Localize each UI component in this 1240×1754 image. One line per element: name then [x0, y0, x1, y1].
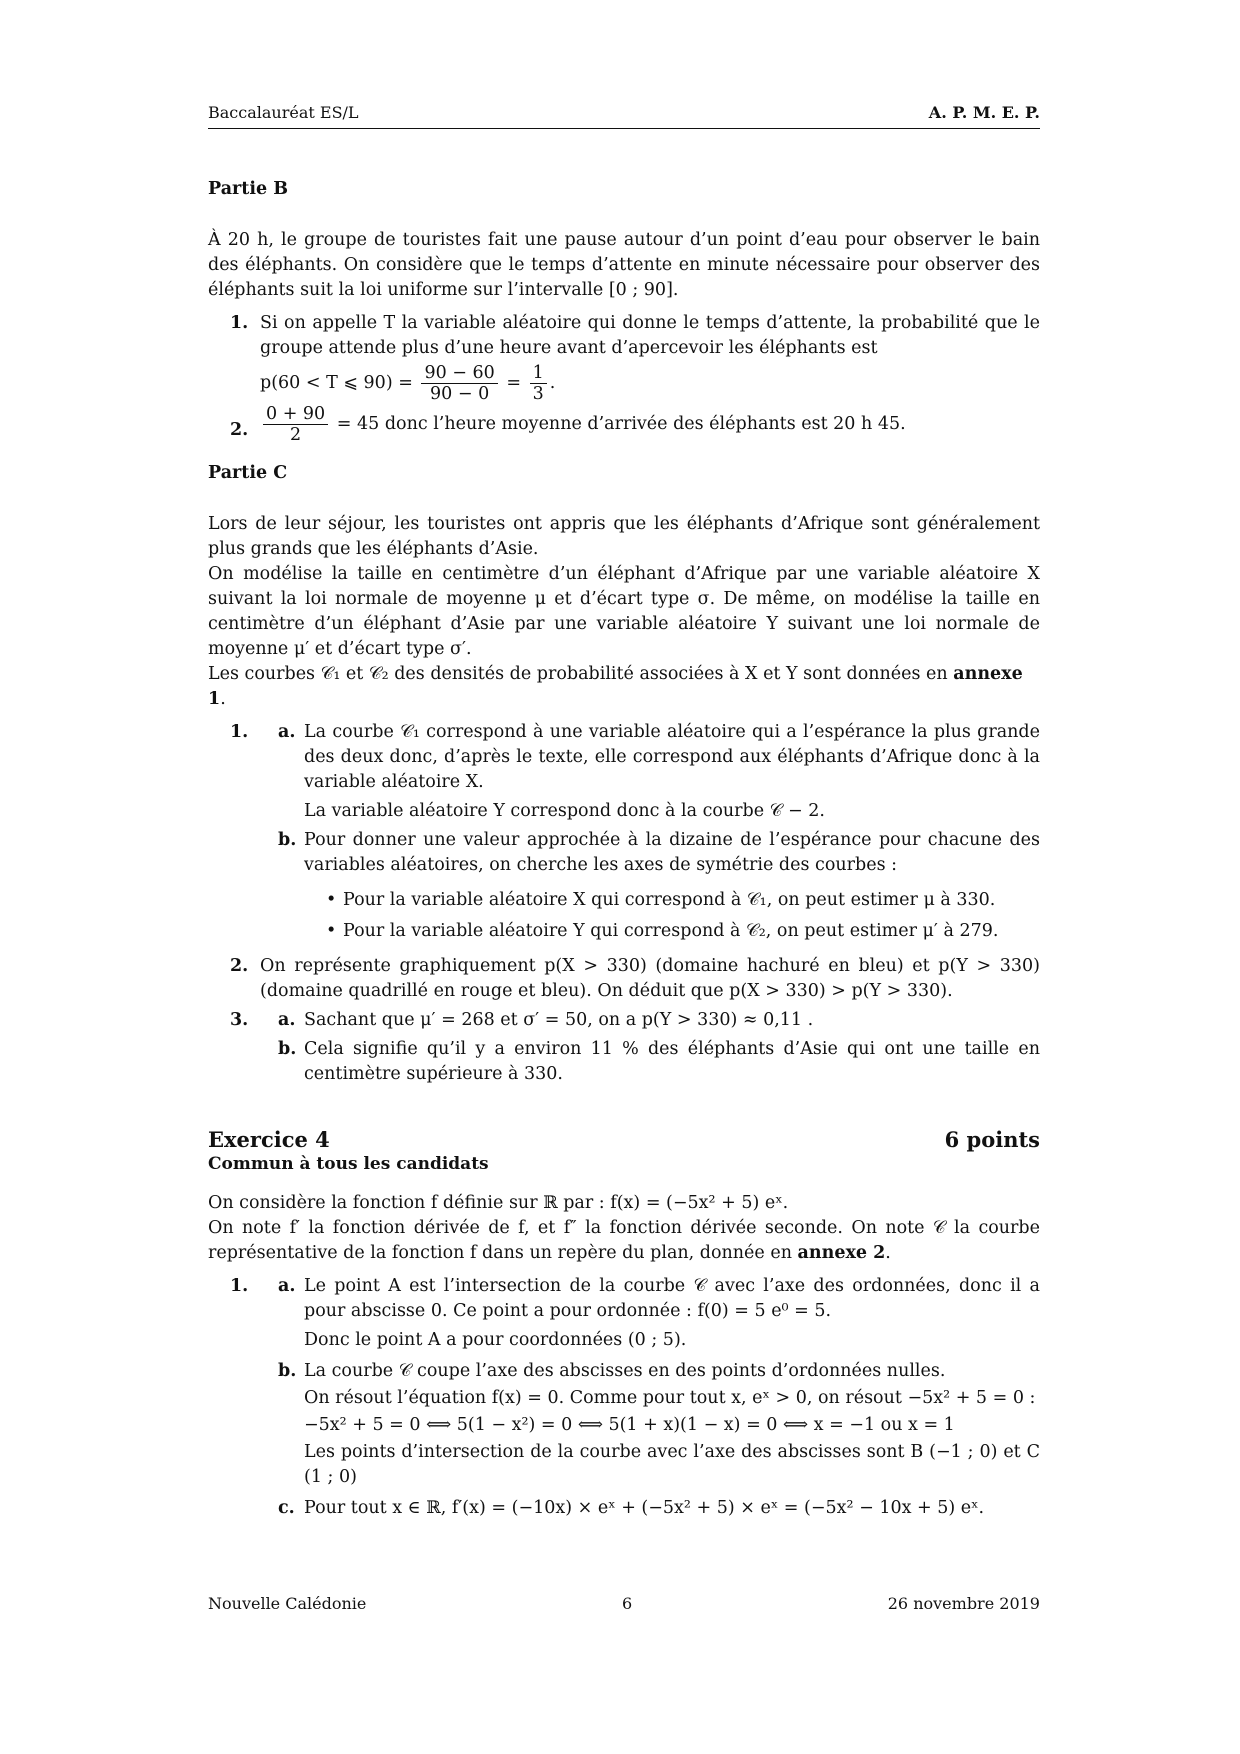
partB-q1-formula: [260, 363, 1040, 404]
ex4-p2-c: .: [885, 1243, 891, 1263]
partC-p3: [208, 662, 1040, 712]
exercise-subtitle: Commun à tous les candidats: [208, 1154, 489, 1174]
fraction-numerator: 90 − 60: [421, 363, 497, 384]
fraction: [530, 363, 547, 404]
partC-q3a-letter: a.: [278, 1010, 296, 1030]
ex4-q1a: [208, 1274, 1040, 1353]
equals-sign: =: [506, 373, 522, 393]
exercise-title: Exercice 4: [208, 1127, 330, 1152]
partC-q2: [208, 954, 1040, 1004]
ex4-q1a-text: Le point A est l’intersection de la courbe 𝒞 avec l’axe des ordonnées, donc il a pour abscisse 0. Ce point a pour ordonnée : f(0) = 5 e⁰ = 5.: [304, 1276, 1040, 1321]
footer-left: Nouvelle Calédonie: [208, 1594, 367, 1613]
partB-q2: [208, 404, 1040, 445]
ex4-q1-num: 1.: [230, 1276, 249, 1296]
ex4-q1b-line1: La courbe 𝒞 coupe l’axe des abscisses en des points d’ordonnées nulles.: [304, 1361, 946, 1381]
annexe-ref: annexe 2: [797, 1243, 886, 1263]
ex4-p2-a: On note f′ la fonction dérivée de f, et f″ la fonction dérivée seconde. On note 𝒞 la courbe représentative de la fonction f dans un repère du plan, donnée en: [208, 1218, 1040, 1263]
partC-q1b: [208, 828, 1040, 878]
partB-intro: À 20 h, le groupe de touristes fait une pause autour d’un point d’eau pour observer le bain des éléphants. On considère que le temps d’attente en minute nécessaire pour observer des éléphants suit la loi uniforme sur l’intervalle [0 ; 90].: [208, 230, 1040, 300]
partB-q2-text: [260, 404, 1040, 445]
header-right: A. P. M. E. P.: [928, 103, 1040, 122]
partC-title: Partie C: [208, 463, 288, 483]
partC-q3a-text: Sachant que μ′ = 268 et σ′ = 50, on a p(Y > 330) ≈ 0,11 .: [304, 1010, 814, 1030]
header-left: Baccalauréat ES/L: [208, 103, 359, 122]
partC-q2-text: On représente graphiquement p(X > 330) (domaine hachuré en bleu) et p(Y > 330)(domaine quadrillé en rouge et bleu). On déduit que p(X > 330) > p(Y > 330).: [260, 956, 1040, 1001]
fraction: [421, 363, 497, 404]
ex4-q1b-line2: On résout l’équation f(x) = 0. Comme pour tout x, eˣ > 0, on résout −5x² + 5 = 0 :: [304, 1388, 1036, 1408]
ex4-q1c-letter: c.: [278, 1498, 295, 1518]
partC-q1b-text: Pour donner une valeur approchée à la dizaine de l’espérance pour chacune des variables aléatoires, on cherche les axes de symétrie des courbes :: [304, 830, 1040, 875]
fraction-numerator: 1: [530, 363, 547, 384]
fraction-numerator: 0 + 90: [263, 404, 328, 425]
ex4-q1b-letter: b.: [278, 1361, 297, 1381]
exercise-heading: [208, 1127, 1040, 1152]
period: .: [549, 373, 556, 393]
partC-q1a-text2: La variable aléatoire Y correspond donc à la courbe 𝒞 − 2.: [304, 801, 825, 821]
partC-q3b: [208, 1037, 1040, 1087]
partC-p3-c: .: [220, 689, 226, 709]
ex4-q1c: [208, 1496, 1040, 1521]
footer-right: 26 novembre 2019: [887, 1594, 1040, 1613]
partC-q1-num: 1.: [230, 722, 249, 742]
list-item: • Pour la variable aléatoire X qui correspond à 𝒞₁, on peut estimer μ à 330.: [208, 888, 1040, 913]
partC-p3-a: Les courbes 𝒞₁ et 𝒞₂ des densités de probabilité associées à X et Y sont données en: [208, 664, 954, 684]
partC-q3-num: 3.: [230, 1010, 249, 1030]
ex4-q1a-text2: Donc le point A a pour coordonnées (0 ; 5).: [304, 1330, 687, 1350]
formula-lhs: p(60 < T ⩽ 90) =: [260, 373, 413, 393]
partC-p2: On modélise la taille en centimètre d’un éléphant d’Afrique par une variable aléatoire X suivant la loi normale de moyenne μ et d’écart type σ. De même, on modélise la taille en centimètre d’un éléphant d’Asie par une variable aléatoire Y suivant une loi normale de moyenne μ′ et d’écart type σ′.: [208, 564, 1040, 659]
running-footer: [208, 1594, 1040, 1613]
partC-q1a-letter: a.: [278, 722, 296, 742]
partC-q3a: [208, 1008, 1040, 1033]
partB-title: Partie B: [208, 179, 288, 199]
partC-q3b-letter: b.: [278, 1039, 297, 1059]
partC-bullets: [208, 888, 1040, 944]
running-header: [208, 100, 1040, 129]
fraction: [263, 404, 328, 445]
fraction-denominator: 90 − 0: [430, 384, 490, 404]
page-number: 6: [621, 1594, 633, 1613]
ex4-q1c-text: Pour tout x ∈ ℝ, f′(x) = (−10x) × eˣ + (−5x² + 5) × eˣ = (−5x² − 10x + 5) eˣ.: [304, 1498, 985, 1518]
partB-q1-num: 1.: [230, 313, 249, 333]
partC-q2-num: 2.: [230, 956, 249, 976]
ex4-q1b: [208, 1359, 1040, 1490]
partC-q1b-letter: b.: [278, 830, 297, 850]
list-item: • Pour la variable aléatoire Y qui correspond à 𝒞₂, on peut estimer μ′ à 279.: [208, 919, 1040, 944]
exercise-points: 6 points: [944, 1127, 1040, 1152]
partC-p1: Lors de leur séjour, les touristes ont appris que les éléphants d’Afrique sont généralement plus grands que les éléphants d’Asie.: [208, 514, 1040, 559]
ex4-p1: On considère la fonction f définie sur ℝ par : f(x) = (−5x² + 5) eˣ.: [208, 1193, 789, 1213]
partC-q1a: [208, 720, 1040, 824]
partB-q2-num: 2.: [230, 420, 249, 440]
partB-q1: [208, 311, 1040, 404]
partB-q2-rest: = 45 donc l’heure moyenne d’arrivée des éléphants est 20 h 45.: [336, 414, 906, 434]
partC-q1a-text: La courbe 𝒞₁ correspond à une variable aléatoire qui a l’espérance la plus grande des deux donc, d’après le texte, elle correspond aux éléphants d’Afrique donc à la variable aléatoire X.: [304, 722, 1040, 792]
annexe-ref: annexe 1: [208, 664, 1023, 709]
ex4-q1b-line3: −5x² + 5 = 0 ⟺ 5(1 − x²) = 0 ⟺ 5(1 + x)(1 − x) = 0 ⟺ x = −1 ou x = 1: [304, 1415, 955, 1435]
partB-q1-text: Si on appelle T la variable aléatoire qui donne le temps d’attente, la probabilité que le groupe attende plus d’une heure avant d’apercevoir les éléphants est: [260, 313, 1040, 358]
fraction-denominator: 3: [532, 384, 544, 404]
page: [208, 100, 1040, 1521]
ex4-q1a-letter: a.: [278, 1276, 296, 1296]
ex4-p2: [208, 1216, 1040, 1266]
partC-q3b-text: Cela signifie qu’il y a environ 11 % des éléphants d’Asie qui ont une taille en centimètre supérieure à 330.: [304, 1039, 1040, 1084]
fraction-denominator: 2: [290, 425, 302, 445]
ex4-q1b-line4: Les points d’intersection de la courbe avec l’axe des abscisses sont B (−1 ; 0) et C (1 ; 0): [304, 1442, 1040, 1487]
